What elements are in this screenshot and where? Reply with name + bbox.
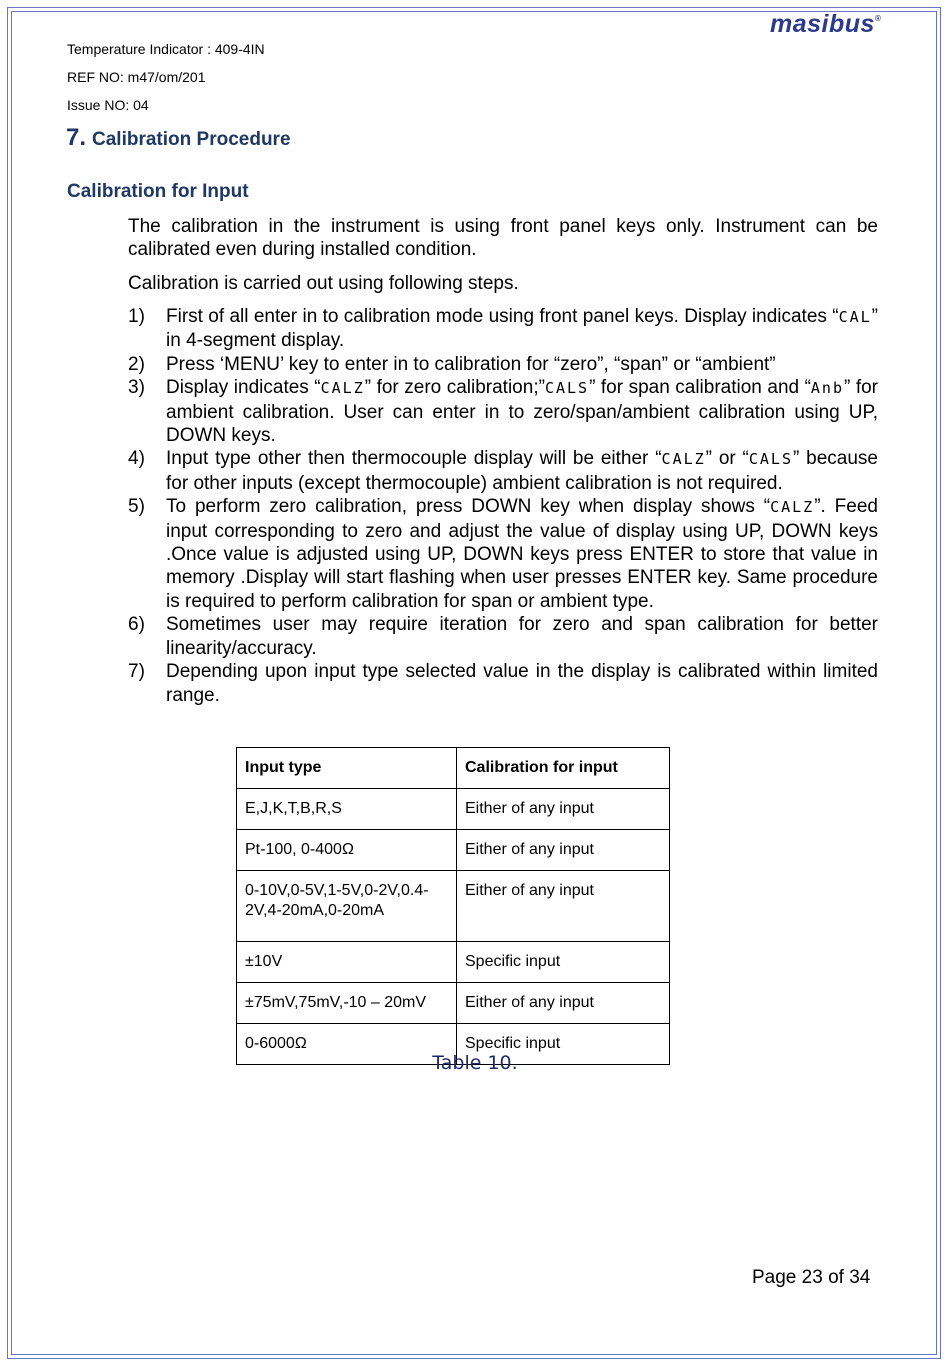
segment-display-code: Anb — [810, 379, 844, 398]
segment-display-code: CALS — [748, 450, 793, 469]
step-text: Input type other then thermocouple display will be either “ — [166, 448, 662, 470]
step-number: 5) — [128, 496, 145, 518]
table-cell: 0-10V,0-5V,1-5V,0-2V,0.4-2V,4-20mA,0-20mA — [237, 871, 457, 942]
step-text: ” for ambient calibration. User can enter in to zero/span/ambient calibration using UP, DOWN keys. — [166, 377, 879, 447]
table-cell: ±75mV,75mV,-10 – 20mV — [237, 983, 457, 1024]
step-text: To perform zero calibration, press DOWN key when display shows “ — [166, 496, 771, 518]
steps-intro: Calibration is carried out using following steps. — [128, 273, 519, 294]
table-cell: Specific input — [457, 1024, 670, 1065]
step-text: ” in 4-segment display. — [166, 306, 878, 352]
segment-display-code: CALZ — [770, 498, 815, 517]
segment-display-code: CALS — [544, 379, 590, 398]
table-cell: Either of any input — [457, 871, 670, 942]
table-header-row — [237, 748, 670, 789]
step-6 — [128, 613, 878, 660]
segment-display-code: CALZ — [661, 450, 706, 469]
table-cell: E,J,K,T,B,R,S — [237, 789, 457, 830]
issue-number: Issue NO: 04 — [67, 97, 149, 113]
step-text: First of all enter in to calibration mode using front panel keys. Display indicates “ — [166, 306, 839, 327]
table-row — [237, 789, 670, 830]
step-number: 1) — [128, 306, 145, 327]
step-4 — [128, 447, 878, 495]
segment-display-code: CALZ — [320, 379, 365, 398]
step-number: 4) — [128, 448, 145, 470]
step-3 — [128, 376, 878, 447]
step-number: 2) — [128, 353, 145, 375]
step-text: ” because for other inputs (except thermocouple) ambient calibration is not required. — [166, 448, 878, 494]
step-2 — [128, 353, 878, 376]
step-text: Display indicates “ — [166, 377, 321, 399]
ref-number: REF NO: m47/om/201 — [67, 69, 206, 85]
step-number: 3) — [128, 377, 145, 399]
table-cell: 0-6000Ω — [237, 1024, 457, 1065]
table-cell: Either of any input — [457, 830, 670, 871]
step-text: Press ‘MENU’ key to enter in to calibration for “zero”, “span” or “ambient” — [166, 353, 776, 375]
step-number: 7) — [128, 661, 145, 683]
table-row — [237, 983, 670, 1024]
table-cell: Specific input — [457, 942, 670, 983]
table-cell: ±10V — [237, 942, 457, 983]
step-text: Depending upon input type selected value in the display is calibrated within limited range. — [166, 661, 878, 706]
table-cell: Either of any input — [457, 789, 670, 830]
table-header: Input type — [237, 748, 457, 789]
calibration-table — [236, 747, 670, 1065]
step-number: 6) — [128, 614, 145, 636]
section-heading — [66, 124, 291, 152]
page-number: Page 23 of 34 — [752, 1267, 871, 1288]
doc-title: Temperature Indicator : 409-4IN — [67, 41, 265, 57]
section-title: Calibration Procedure — [92, 129, 291, 150]
table-header: Calibration for input — [457, 748, 670, 789]
subsection-heading: Calibration for Input — [67, 181, 249, 202]
section-number: 7. — [66, 124, 87, 151]
table-row — [237, 830, 670, 871]
table-row — [237, 871, 670, 942]
step-1 — [128, 305, 878, 353]
step-7 — [128, 660, 878, 707]
step-text: ”. Feed input corresponding to zero and adjust the value of display using UP, DOWN keys .Once value is adjusted using UP, DOWN keys press ENTER to store that value in memory .Display will start flashing when user presses ENTER key. Same procedure is required to perform calibration for span or ambient type. — [166, 496, 878, 612]
step-text: ” for zero calibration;” — [364, 377, 545, 399]
step-text: ” for span calibration and “ — [589, 377, 811, 399]
calibration-steps — [128, 305, 878, 707]
intro-paragraph: The calibration in the instrument is using front panel keys only. Instrument can be calibrated even during installed condition. — [128, 216, 878, 261]
table-cell: Pt-100, 0-400Ω — [237, 830, 457, 871]
table-caption: Table 10. — [432, 1052, 518, 1074]
step-text: ” or “ — [705, 448, 749, 470]
table-row — [237, 942, 670, 983]
table-cell: Either of any input — [457, 983, 670, 1024]
masibus-logo: masibus® — [770, 10, 882, 38]
segment-display-code: CAL — [838, 308, 872, 326]
step-5 — [128, 495, 878, 613]
step-text: Sometimes user may require iteration for zero and span calibration for better linearity/accuracy. — [166, 614, 878, 659]
